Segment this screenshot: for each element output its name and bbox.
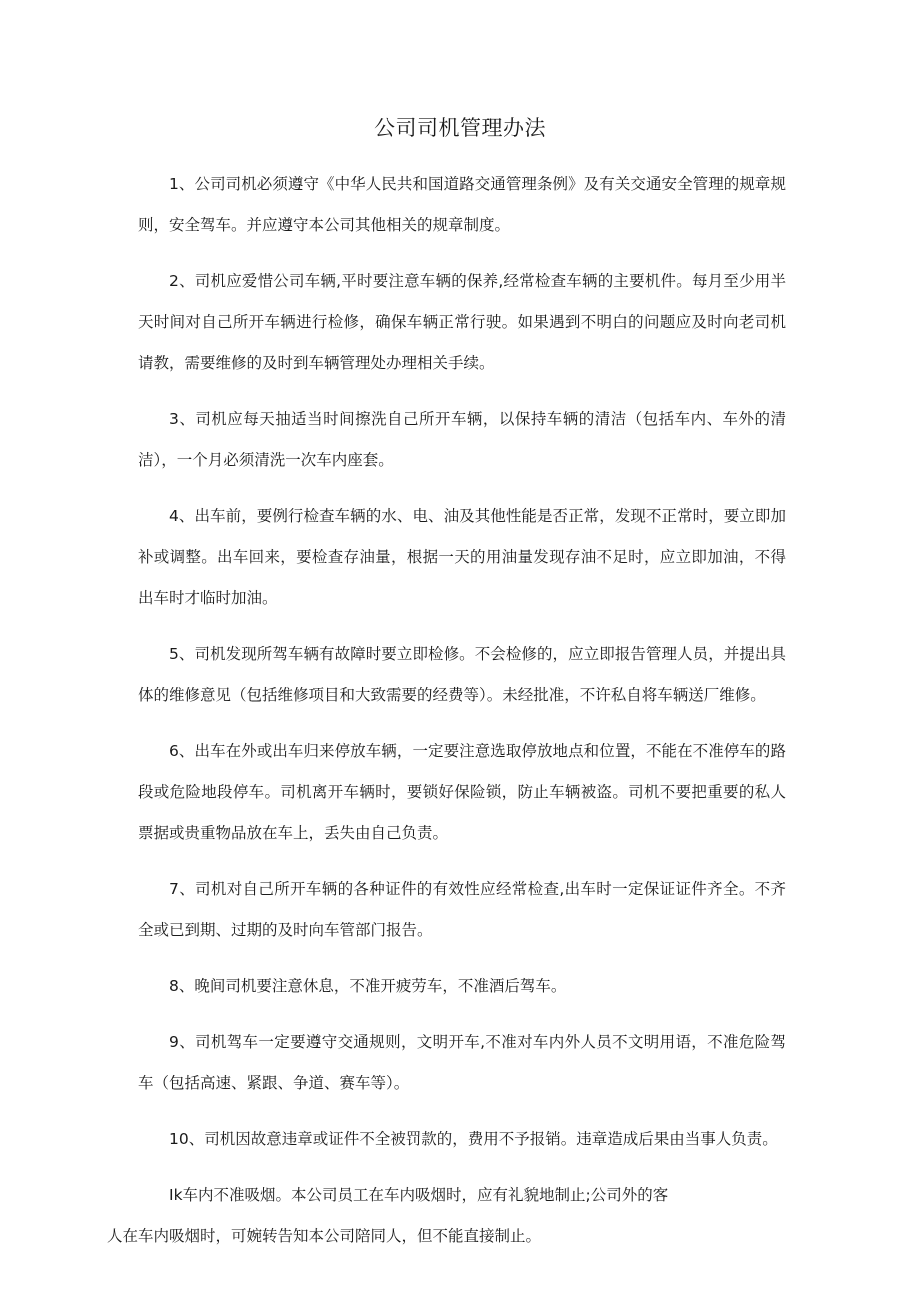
paragraph-2: 2、司机应爱惜公司车辆,平时要注意车辆的保养,经常检查车辆的主要机件。每月至少用半天时间对自己所开车辆进行检修，确保车辆正常行驶。如果遇到不明白的问题应及时向老司机请教，需要维修的及时到车辆管理处办理相关手续。 [138, 272, 786, 372]
paragraph-6: 6、出车在外或出车归来停放车辆，一定要注意选取停放地点和位置，不能在不准停车的路段或危险地段停车。司机离开车辆时，要锁好保险锁，防止车辆被盗。司机不要把重要的私人票据或贵重物品放在车上，丢失由自己负责。 [138, 742, 786, 842]
document-title: 公司司机管理办法 [374, 116, 546, 140]
paragraph-10: 10、司机因故意违章或证件不全被罚款的，费用不予报销。违章造成后果由当事人负责。 [169, 1130, 778, 1148]
paragraph-4: 4、出车前，要例行检查车辆的水、电、油及其他性能是否正常，发现不正常时，要立即加补或调整。出车回来，要检查存油量，根据一天的用油量发现存油不足时，应立即加油，不得出车时才临时加油。 [138, 507, 786, 607]
paragraph-1: 1、公司司机必须遵守《中华人民共和国道路交通管理条例》及有关交通安全管理的规章规则，安全驾车。并应遵守本公司其他相关的规章制度。 [138, 175, 786, 234]
paragraph-5: 5、司机发现所驾车辆有故障时要立即检修。不会检修的，应立即报告管理人员，并提出具体的维修意见（包括维修项目和大致需要的经费等）。未经批准，不许私自将车辆送厂维修。 [138, 645, 786, 704]
paragraph-11 [107, 1175, 786, 1257]
paragraph-9: 9、司机驾车一定要遵守交通规则，文明开车,不准对车内外人员不文明用语，不准危险驾车（包括高速、紧跟、争道、赛车等）。 [138, 1033, 786, 1092]
paragraph-3: 3、司机应每天抽适当时间擦洗自己所开车辆，以保持车辆的清洁（包括车内、车外的清洁），一个月必须清洗一次车内座套。 [138, 410, 786, 469]
paragraph-11-line-2: 人在车内吸烟时，可婉转告知本公司陪同人，但不能直接制止。 [107, 1227, 542, 1245]
paragraph-11-line-1: Ik车内不准吸烟。本公司员工在车内吸烟时，应有礼貌地制止;公司外的客 [169, 1186, 669, 1204]
paragraph-7: 7、司机对自己所开车辆的各种证件的有效性应经常检查,出车时一定保证证件齐全。不齐全或已到期、过期的及时向车管部门报告。 [138, 880, 786, 939]
document-body [107, 164, 786, 1257]
paragraph-8: 8、晚间司机要注意休息，不准开疲劳车，不准酒后驾车。 [169, 977, 567, 995]
